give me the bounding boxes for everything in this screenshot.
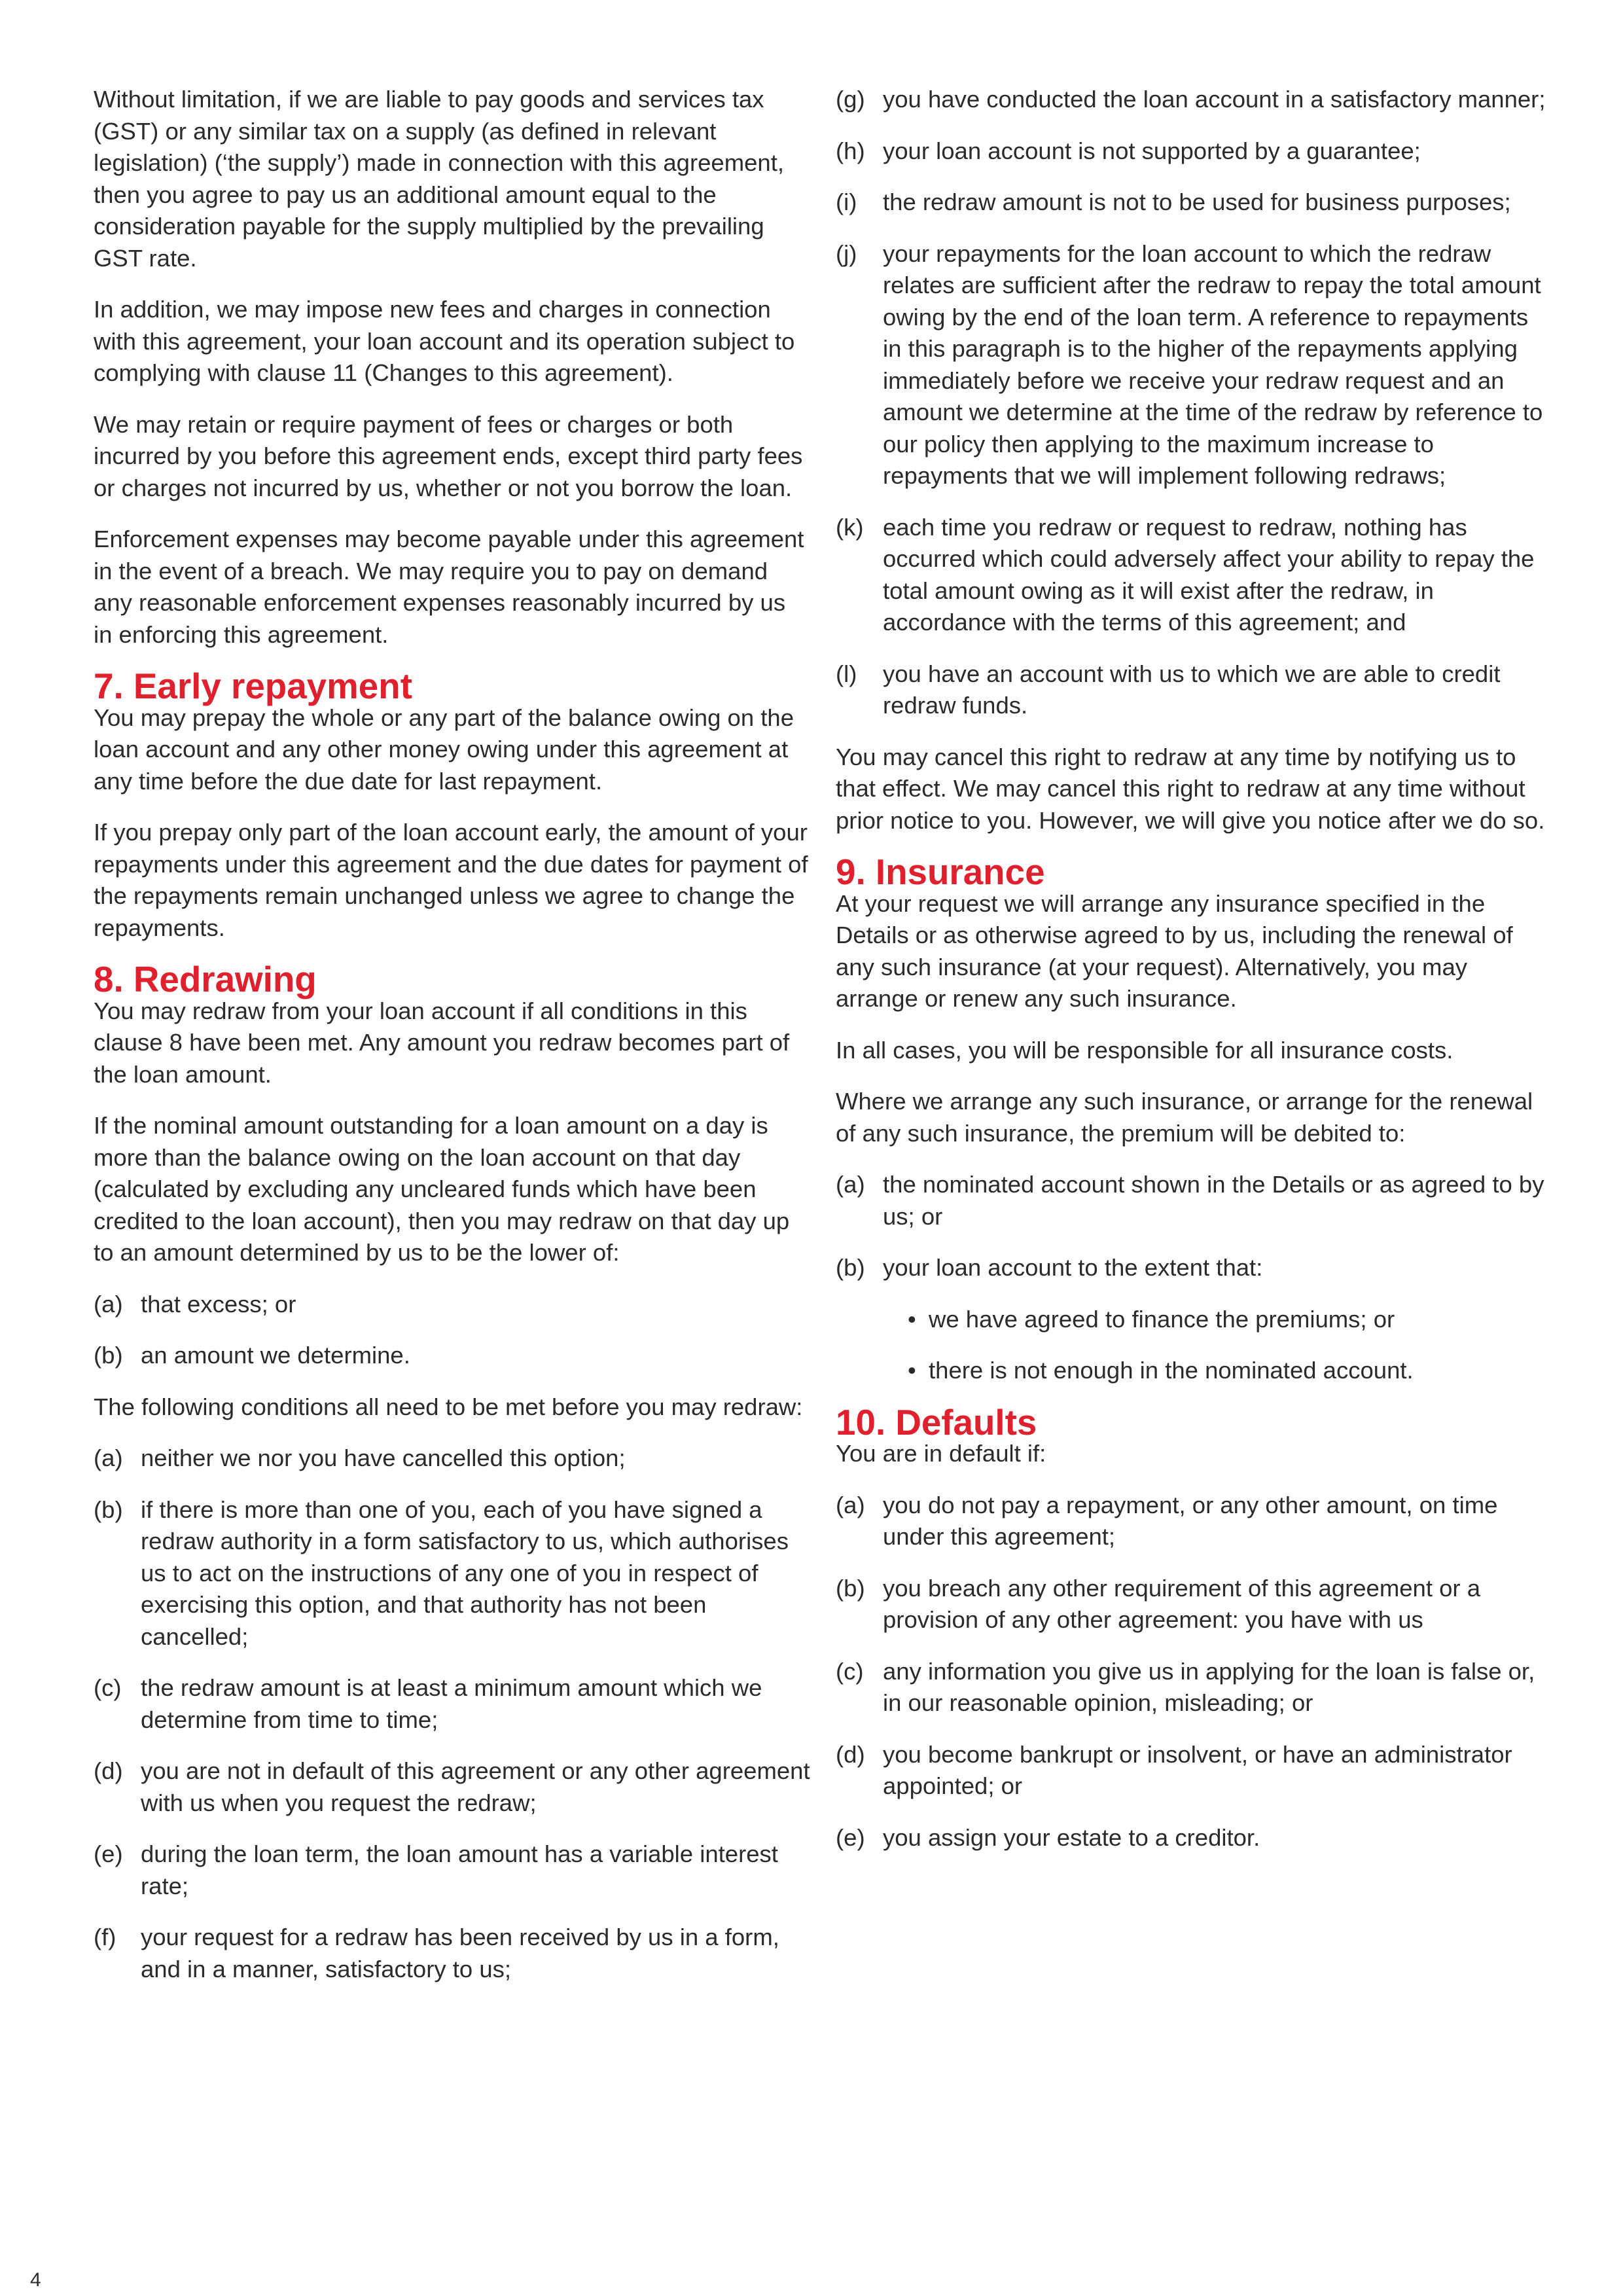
- list-item-label: (k): [836, 513, 864, 541]
- list-item: [836, 1822, 1552, 1854]
- list-item-text: an amount we determine.: [141, 1342, 410, 1369]
- list-item-text: your loan account is not supported by a guarantee;: [883, 137, 1421, 164]
- list-item-text: you are not in default of this agreement or any other agreement with us when you request the redraw;: [141, 1757, 810, 1816]
- paragraph-enforcement: Enforcement expenses may become payable under this agreement in the event of a breach. We may require you to pay on demand any reasonable enforcement expenses reasonably incurred by us in enforcing this agreement.: [94, 526, 804, 648]
- heading-defaults: 10. Defaults: [836, 1401, 1037, 1443]
- list-item-text: you have conducted the loan account in a satisfactory manner;: [883, 86, 1546, 113]
- list-item: [836, 1490, 1552, 1553]
- list-item-text: you become bankrupt or insolvent, or have an administrator appointed; or: [883, 1740, 1512, 1799]
- list-item: [836, 512, 1552, 639]
- paragraph-insurance-1: At your request we will arrange any insurance specified in the Details or as otherwise agreed to by us, including the renewal of any such insurance (at your request). Alternatively, you may arrange or renew any such insurance.: [836, 889, 1513, 1012]
- list-item-text: your request for a redraw has been received by us in a form, and in a manner, satisfactory to us;: [141, 1924, 779, 1982]
- list-item: [94, 1672, 810, 1736]
- paragraph-defaults-intro: You are in default if:: [836, 1440, 1046, 1467]
- list-item: [836, 1252, 1552, 1284]
- paragraph-gst: Without limitation, if we are liable to pay goods and services tax (GST) or any similar tax on a supply (as defined in relevant legislation) (‘the supply’) made in connection with this agreement, then you agree to pay us an additional amount equal to the consideration payable for the supply multiplied by the prevailing GST rate.: [94, 86, 784, 272]
- list-item: [836, 187, 1552, 219]
- bullet-text: we have agreed to finance the premiums; or: [929, 1305, 1395, 1333]
- list-item-text: you breach any other requirement of this agreement or a provision of any other agreement: you have with us: [883, 1574, 1481, 1633]
- list-item-text: the redraw amount is not to be used for business purposes;: [883, 188, 1511, 215]
- list-item-label: (a): [836, 1491, 865, 1518]
- list-item-text: neither we nor you have cancelled this option;: [141, 1444, 626, 1471]
- paragraph-insurance-3: Where we arrange any such insurance, or arrange for the renewal of any such insurance, the premium will be debited to:: [836, 1088, 1533, 1147]
- list-item: [836, 1169, 1552, 1232]
- list-item: [836, 1573, 1552, 1636]
- list-item-text: you have an account with us to which we are able to credit redraw funds.: [883, 660, 1501, 719]
- list-item-text: that excess; or: [141, 1290, 296, 1318]
- list-item-label: (l): [836, 660, 857, 687]
- list-item-label: (b): [836, 1574, 865, 1602]
- paragraph-early-repayment-2: If you prepay only part of the loan account early, the amount of your repayments under this agreement and the due dates for payment of the repayments remain unchanged unless we agree to change the repayments.: [94, 819, 808, 941]
- list-item-text: your repayments for the loan account to which the redraw relates are sufficient after the redraw to repay the total amount owing by the end of the loan term. A reference to repayments in this paragraph is to the higher of the repayments applying immediately before we receive your redraw request and an amount we determine at the time of the redraw by reference to our policy then applying to the maximum increase to repayments that we will implement following redraws;: [883, 240, 1543, 489]
- list-item-text: each time you redraw or request to redraw, nothing has occurred which could adversely affect your ability to repay the total amount owing as it will exist after the redraw, in accordance with the terms of this agreement; and: [883, 513, 1535, 636]
- list-item-label: (b): [836, 1254, 865, 1281]
- list-item: [94, 1494, 810, 1653]
- bullet-item: [836, 1304, 1552, 1336]
- paragraph-redrawing-2: If the nominal amount outstanding for a loan amount on a day is more than the balance owing on the loan account on that day (calculated by excluding any uncleared funds which have been credited to the loan account), then you may redraw on that day up to an amount determined by us to be the lower of:: [94, 1112, 790, 1266]
- list-item-label: (c): [836, 1657, 864, 1685]
- paragraph-early-repayment-1: You may prepay the whole or any part of the balance owing on the loan account and any other money owing under this agreement at any time before the due date for last repayment.: [94, 704, 794, 795]
- list-item: [94, 1755, 810, 1819]
- list-item: [94, 1839, 810, 1902]
- list-item: [836, 658, 1552, 722]
- paragraph-retain-fees: We may retain or require payment of fees or charges or both incurred by you before this agreement ends, except third party fees or charges not incurred by us, whether or not you borrow the loan.: [94, 410, 803, 501]
- list-item-label: (g): [836, 86, 865, 113]
- paragraph-insurance-2: In all cases, you will be responsible for all insurance costs.: [836, 1036, 1454, 1064]
- list-item-label: (d): [836, 1740, 865, 1768]
- list-item: [836, 1739, 1552, 1803]
- heading-insurance: 9. Insurance: [836, 852, 1045, 892]
- list-item-text: if there is more than one of you, each of you have signed a redraw authority in a form satisfactory to us, which authorises us to act on the instructions of any one of you in respect of exercising this option, and that authority has not been cancelled;: [141, 1496, 789, 1650]
- bullet-text: there is not enough in the nominated account.: [929, 1357, 1414, 1384]
- list-item-label: (a): [836, 1171, 865, 1198]
- list-item: [836, 238, 1552, 492]
- heading-redrawing: 8. Redrawing: [94, 959, 317, 999]
- list-item-label: (e): [94, 1840, 123, 1867]
- paragraph-new-fees: In addition, we may impose new fees and charges in connection with this agreement, your loan account and its operation subject to complying with clause 11 (Changes to this agreement).: [94, 296, 795, 386]
- paragraph-redraw-conditions: The following conditions all need to be met before you may redraw:: [94, 1393, 803, 1420]
- list-item: [94, 1922, 810, 1985]
- list-item-text: during the loan term, the loan amount has a variable interest rate;: [141, 1840, 778, 1899]
- list-item-label: (a): [94, 1444, 123, 1471]
- right-column: [836, 84, 1552, 1873]
- list-item: [94, 1443, 810, 1475]
- list-item-text: the nominated account shown in the Details or as agreed to by us; or: [883, 1171, 1544, 1230]
- paragraph-cancel-redraw: You may cancel this right to redraw at any time by notifying us to that effect. We may cancel this right to redraw at any time without prior notice to you. However, we will give you notice after we do so.: [836, 743, 1545, 834]
- list-item-text: you assign your estate to a creditor.: [883, 1823, 1260, 1851]
- list-item: [836, 135, 1552, 168]
- list-item: [94, 1340, 810, 1372]
- list-item-label: (b): [94, 1342, 123, 1369]
- list-item-text: any information you give us in applying for the loan is false or, in our reasonable opinion, misleading; or: [883, 1657, 1535, 1716]
- heading-early-repayment: 7. Early repayment: [94, 666, 412, 706]
- list-item-label: (f): [94, 1924, 116, 1950]
- list-item-label: (i): [836, 188, 857, 215]
- list-item-label: (h): [836, 137, 865, 164]
- list-item-label: (a): [94, 1290, 123, 1318]
- list-item-label: (d): [94, 1757, 123, 1784]
- list-item: [836, 1656, 1552, 1719]
- list-item-label: (e): [836, 1823, 865, 1851]
- list-item-text: the redraw amount is at least a minimum amount which we determine from time to time;: [141, 1674, 762, 1733]
- bullet-item: [836, 1355, 1552, 1387]
- list-item-label: (j): [836, 240, 857, 267]
- left-column: [94, 84, 810, 2005]
- list-item-text: your loan account to the extent that:: [883, 1254, 1263, 1281]
- bullet-icon: •: [908, 1305, 916, 1333]
- paragraph-redrawing-1: You may redraw from your loan account if all conditions in this clause 8 have been met. Any amount you redraw becomes part of the loan amount.: [94, 997, 790, 1088]
- list-item: [94, 1289, 810, 1321]
- list-item-text: you do not pay a repayment, or any other amount, on time under this agreement;: [883, 1491, 1498, 1550]
- list-item-label: (c): [94, 1674, 122, 1701]
- bullet-icon: •: [908, 1357, 916, 1384]
- list-item: [836, 84, 1552, 116]
- list-item-label: (b): [94, 1496, 123, 1523]
- page-number: 4: [30, 2269, 41, 2291]
